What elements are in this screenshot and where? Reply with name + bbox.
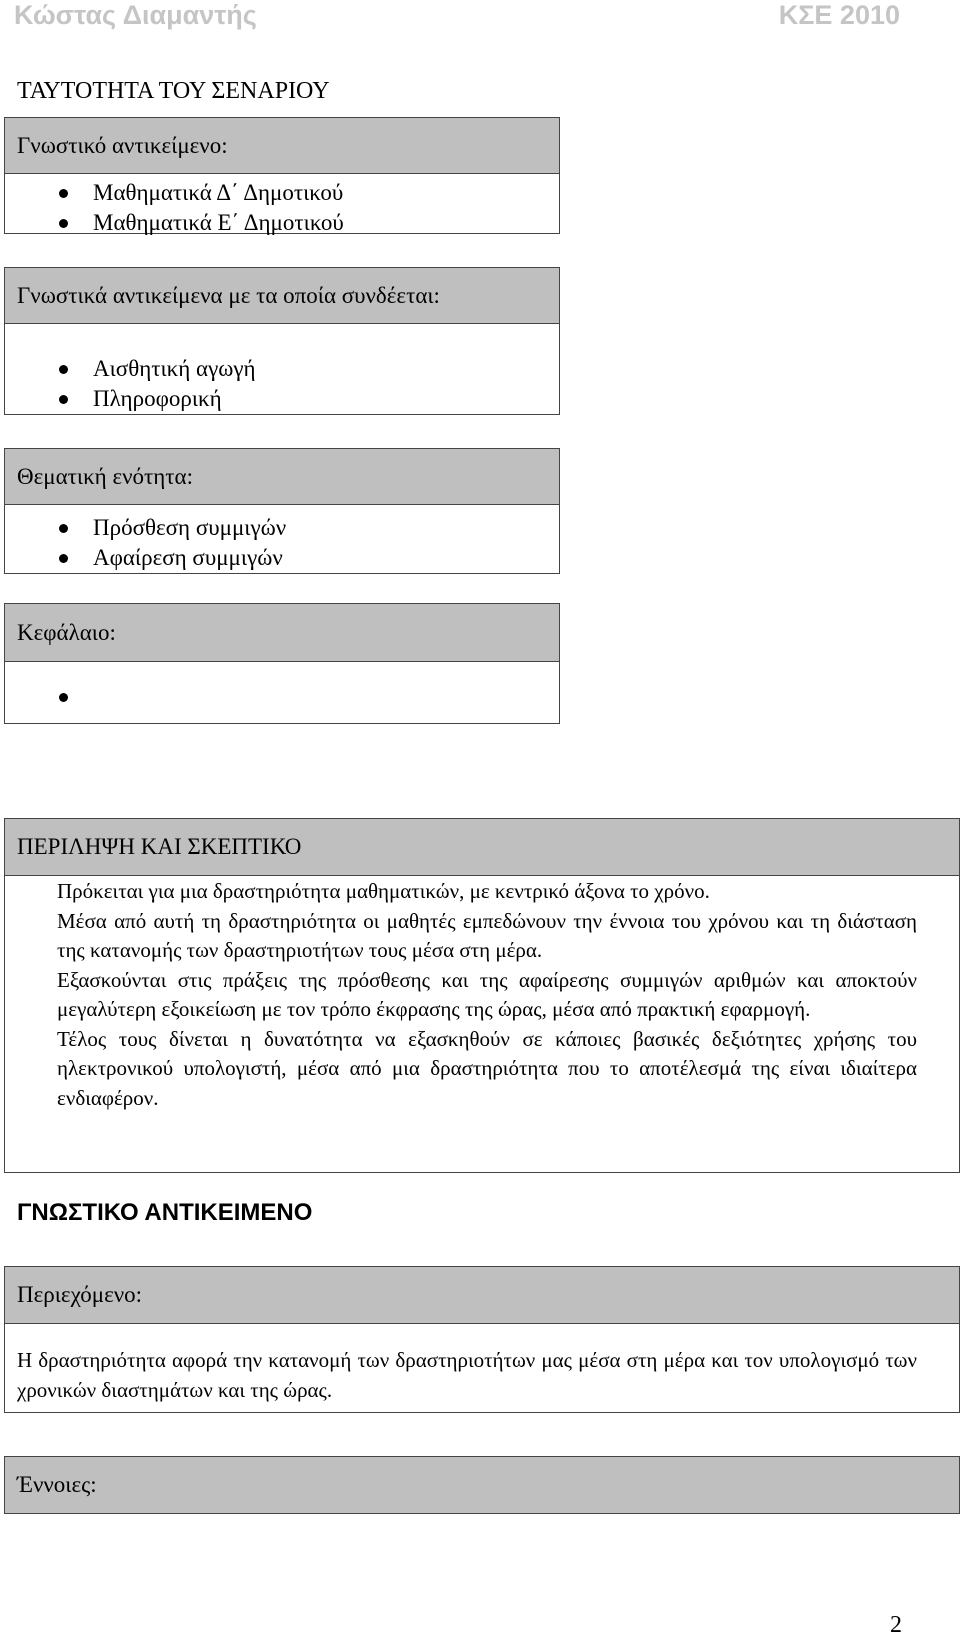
list-item (5, 682, 559, 712)
bullet-icon (59, 524, 68, 533)
bullet-icon (59, 693, 68, 702)
content-text: Η δραστηριότητα αφορά την κατανομή των δραστηριοτήτων μας μέσα στη μέρα και τον υπολογισμό των χρονικών διαστημάτων και της ώρας. (17, 1348, 917, 1402)
chapter-list (5, 662, 559, 712)
list-item: Πρόσθεση συμμιγών (5, 513, 559, 543)
bullet-icon (59, 189, 68, 198)
chapter-box (4, 603, 560, 724)
bullet-icon (59, 554, 68, 563)
related-subjects-box (4, 267, 560, 415)
content-box (4, 1266, 960, 1413)
bullet-icon (59, 219, 68, 228)
thematic-unit-box (4, 448, 560, 574)
related-subjects-list (5, 324, 559, 414)
list-item: Αφαίρεση συμμιγών (5, 543, 559, 573)
knowledge-section-title: ΓΝΩΣΤΙΚΟ ΑΝΤΙΚΕΙΜΕΝΟ (17, 1199, 313, 1226)
subject-list (5, 174, 559, 238)
subject-heading: Γνωστικό αντικείμενο: (5, 118, 559, 174)
list-item: Μαθηματικά Δ΄ Δημοτικού (5, 178, 559, 208)
thematic-unit-heading: Θεματική ενότητα: (5, 449, 559, 505)
summary-box (4, 818, 960, 1173)
content-heading: Περιεχόμενο: (5, 1267, 959, 1324)
concepts-box (4, 1456, 960, 1514)
scenario-title: ΤΑΥΤΟΤΗΤΑ ΤΟΥ ΣΕΝΑΡΙΟΥ (17, 78, 330, 104)
summary-heading: ΠΕΡΙΛΗΨΗ ΚΑΙ ΣΚΕΠΤΙΚΟ (5, 819, 959, 876)
concepts-heading: Έννοιες: (5, 1457, 959, 1513)
summary-paragraph: Πρόκειται για μια δραστηριότητα μαθηματικών, με κεντρικό άξονα το χρόνο. (57, 879, 710, 903)
summary-paragraph: Εξασκούνται στις πράξεις της πρόσθεσης και της αφαίρεσης συμμιγών αριθμών και αποκτούν μεγαλύτερη εξοικείωση με τον τρόπο έκφρασης της ώρας, μέσα από πρακτική εφαρμογή. (57, 967, 917, 1021)
chapter-heading: Κεφάλαιο: (5, 604, 559, 662)
header-author: Κώστας Διαμαντής (14, 0, 257, 30)
header-course: ΚΣΕ 2010 (778, 0, 900, 30)
list-item: Πληροφορική (5, 384, 559, 414)
list-item: Αισθητική αγωγή (5, 354, 559, 384)
related-subjects-heading: Γνωστικά αντικείμενα με τα οποία συνδέεται: (5, 268, 559, 324)
summary-text (5, 876, 959, 1113)
bullet-icon (59, 365, 68, 374)
thematic-unit-list (5, 505, 559, 573)
bullet-icon (59, 395, 68, 404)
summary-paragraph: Μέσα από αυτή τη δραστηριότητα οι μαθητές εμπεδώνουν την έννοια του χρόνου και τη διάσταση της κατανομής των δραστηριοτήτων τους μέσα στη μέρα. (57, 908, 917, 962)
list-item: Μαθηματικά Ε΄ Δημοτικού (5, 208, 559, 238)
page-header (0, 0, 960, 30)
summary-paragraph: Τέλος τους δίνεται η δυνατότητα να εξασκηθούν σε κάποιες βασικές δεξιότητες χρήσης του ηλεκτρονικού υπολογιστή, μέσα από μια δραστηριότητα που το αποτέλεσμά της είναι ιδιαίτερα ενδιαφέρον. (57, 1026, 917, 1110)
page-number: 2 (890, 1612, 902, 1638)
subject-box (4, 117, 560, 234)
